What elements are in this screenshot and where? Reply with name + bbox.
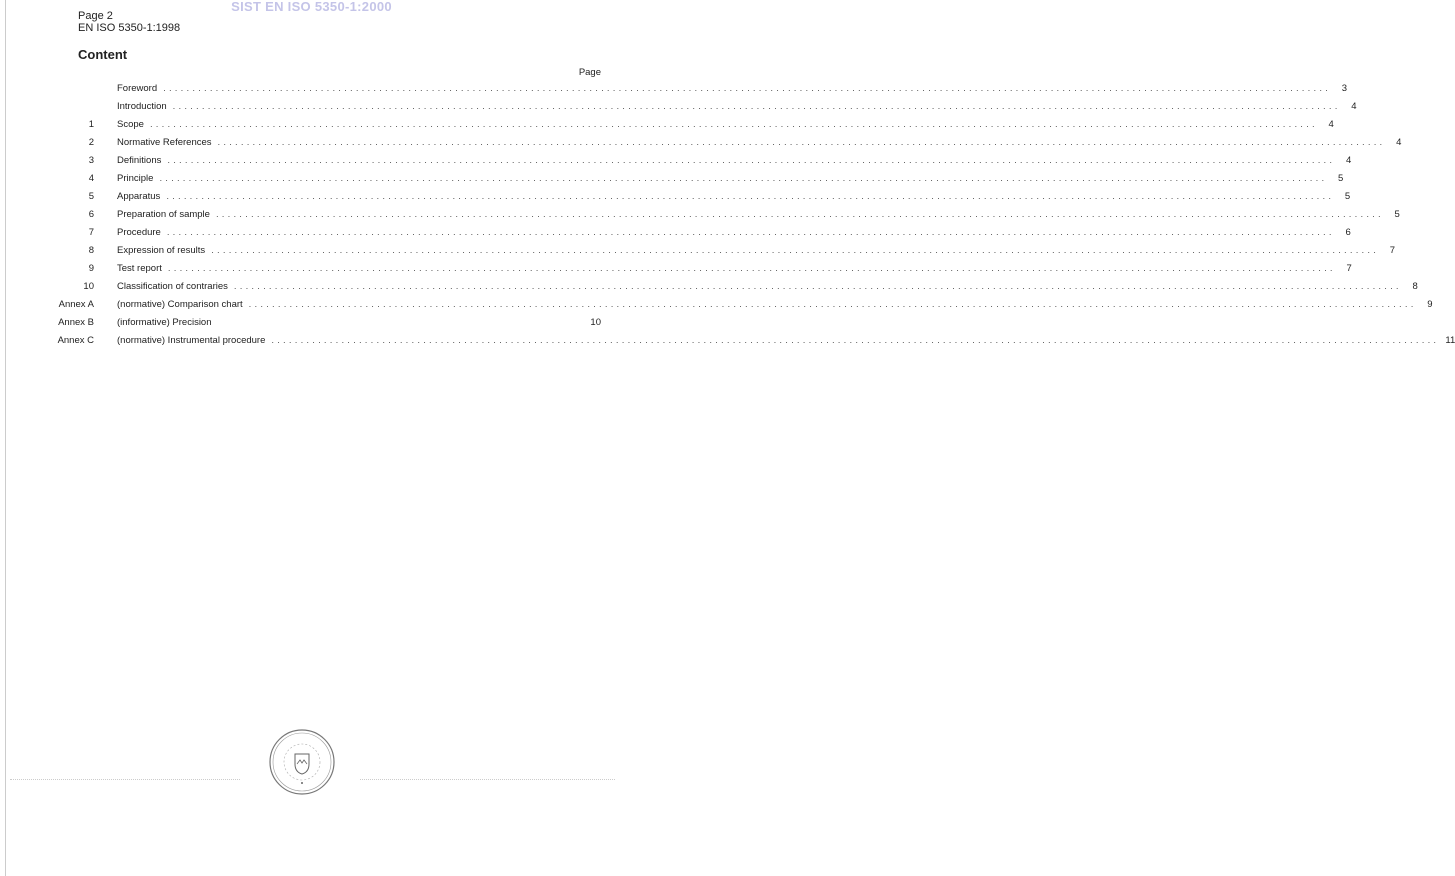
- dot-leader: ........................................................................................................................................................................................................: [172, 101, 1341, 112]
- toc-entry-number: 5: [88, 191, 94, 202]
- page-column-label: Page: [578, 67, 601, 78]
- page-number: Page 2: [78, 10, 113, 22]
- toc-entry-page: 8: [1412, 281, 1418, 292]
- dot-leader: ........................................................................................................................................................................................................: [166, 227, 1335, 238]
- toc-entry-number: 10: [83, 281, 94, 292]
- toc-entry[interactable]: [0, 82, 1348, 96]
- dot-leader: ........................................................................................................................................................................................................: [163, 83, 1332, 94]
- dot-leader: ........................................................................................................................................................................................................: [159, 173, 1328, 184]
- toc-entry-number: 8: [88, 245, 94, 256]
- toc-entry-label: Apparatus: [117, 191, 161, 202]
- toc-entry-label: Classification of contraries: [117, 281, 228, 292]
- toc-entry-page: 7: [1346, 263, 1352, 274]
- dot-leader: ........................................................................................................................................................................................................: [167, 155, 1336, 166]
- toc-entry[interactable]: [0, 226, 1351, 240]
- toc-entry-number: 1: [88, 119, 94, 130]
- toc-entry-label: Expression of results: [117, 245, 206, 256]
- toc-entry-label: Normative References: [117, 137, 212, 148]
- toc-entry-page: 4: [1345, 155, 1352, 166]
- toc-entry[interactable]: [0, 154, 1352, 168]
- toc-entry-label: Test report: [117, 263, 162, 274]
- dot-leader: ........................................................................................................................................................................................................: [217, 137, 1386, 148]
- toc-entry[interactable]: [0, 262, 1352, 276]
- scan-artifact: [360, 779, 615, 781]
- toc-entry[interactable]: [0, 136, 1402, 150]
- toc-entry-label: (normative) Comparison chart: [117, 299, 243, 310]
- toc-entry-page: 4: [1396, 137, 1402, 148]
- dot-leader: ........................................................................................................................................................................................................: [215, 209, 1384, 220]
- toc-entry-label: Scope: [117, 119, 144, 130]
- watermark: SIST EN ISO 5350-1:2000: [231, 0, 392, 14]
- dot-leader: ........................................................................................................................................................................................................: [233, 281, 1402, 292]
- toc-entry-number: Annex A: [58, 299, 94, 310]
- toc-entry-number: Annex B: [58, 317, 94, 328]
- dot-leader: ........................................................................................................................................................................................................: [248, 299, 1417, 310]
- toc-entry-number: 9: [88, 263, 94, 274]
- toc-entry[interactable]: [0, 316, 601, 330]
- toc-entry[interactable]: [0, 100, 1357, 114]
- dot-leader: ........................................................................................................................................................................................................: [166, 191, 1335, 202]
- toc-entry-number: 2: [88, 137, 94, 148]
- toc-entry-page: 7: [1389, 245, 1396, 256]
- toc-entry-page: 5: [1394, 209, 1400, 220]
- toc-entry[interactable]: [0, 208, 1400, 222]
- dot-leader: ........................................................................................................................................................................................................: [271, 335, 1440, 346]
- toc-entry-number: Annex C: [57, 335, 94, 346]
- toc-entry-page: 10: [590, 317, 601, 328]
- toc-entry[interactable]: [0, 244, 1396, 258]
- toc-entry-page: 5: [1344, 191, 1351, 202]
- toc-entry[interactable]: [0, 298, 1433, 312]
- toc-entry[interactable]: [0, 280, 1418, 294]
- toc-entry-page: 9: [1427, 299, 1433, 310]
- toc-entry-label: (informative) Precision: [117, 317, 212, 328]
- toc-entry-number: 3: [88, 155, 94, 166]
- dot-leader: ........................................................................................................................................................................................................: [167, 263, 1336, 274]
- toc-entry-label: (normative) Instrumental procedure: [117, 335, 266, 346]
- toc-entry-label: Procedure: [117, 227, 161, 238]
- toc-entry-page: 4: [1328, 119, 1334, 130]
- toc-entry[interactable]: [0, 190, 1351, 204]
- toc-entry-page: 5: [1338, 173, 1344, 184]
- toc-entry-label: Preparation of sample: [117, 209, 210, 220]
- toc-entry-label: Definitions: [117, 155, 162, 166]
- toc-entry-number: 6: [88, 209, 94, 220]
- toc-entry[interactable]: [0, 172, 1344, 186]
- page-title: Content: [78, 47, 128, 62]
- dot-leader: ........................................................................................................................................................................................................: [211, 245, 1380, 256]
- toc-entry-label: Introduction: [117, 101, 167, 112]
- toc-entry-page: 11: [1445, 335, 1455, 346]
- toc-entry-page: 3: [1341, 83, 1348, 94]
- standard-id: EN ISO 5350-1:1998: [78, 22, 181, 34]
- dot-leader: [218, 316, 585, 330]
- toc-entry-number: 7: [88, 227, 94, 238]
- toc-entry[interactable]: [0, 118, 1334, 132]
- scan-artifact: [10, 779, 240, 781]
- toc-entry-label: Principle: [117, 173, 154, 184]
- dot-leader: ........................................................................................................................................................................................................: [149, 119, 1318, 130]
- toc-entry-page: 4: [1351, 101, 1357, 112]
- toc-entry-number: 4: [88, 173, 94, 184]
- toc-entry-page: 6: [1345, 227, 1351, 238]
- toc-entry-label: Foreword: [117, 83, 158, 94]
- toc-entry[interactable]: [0, 334, 1455, 348]
- official-seal-stamp: [268, 728, 336, 796]
